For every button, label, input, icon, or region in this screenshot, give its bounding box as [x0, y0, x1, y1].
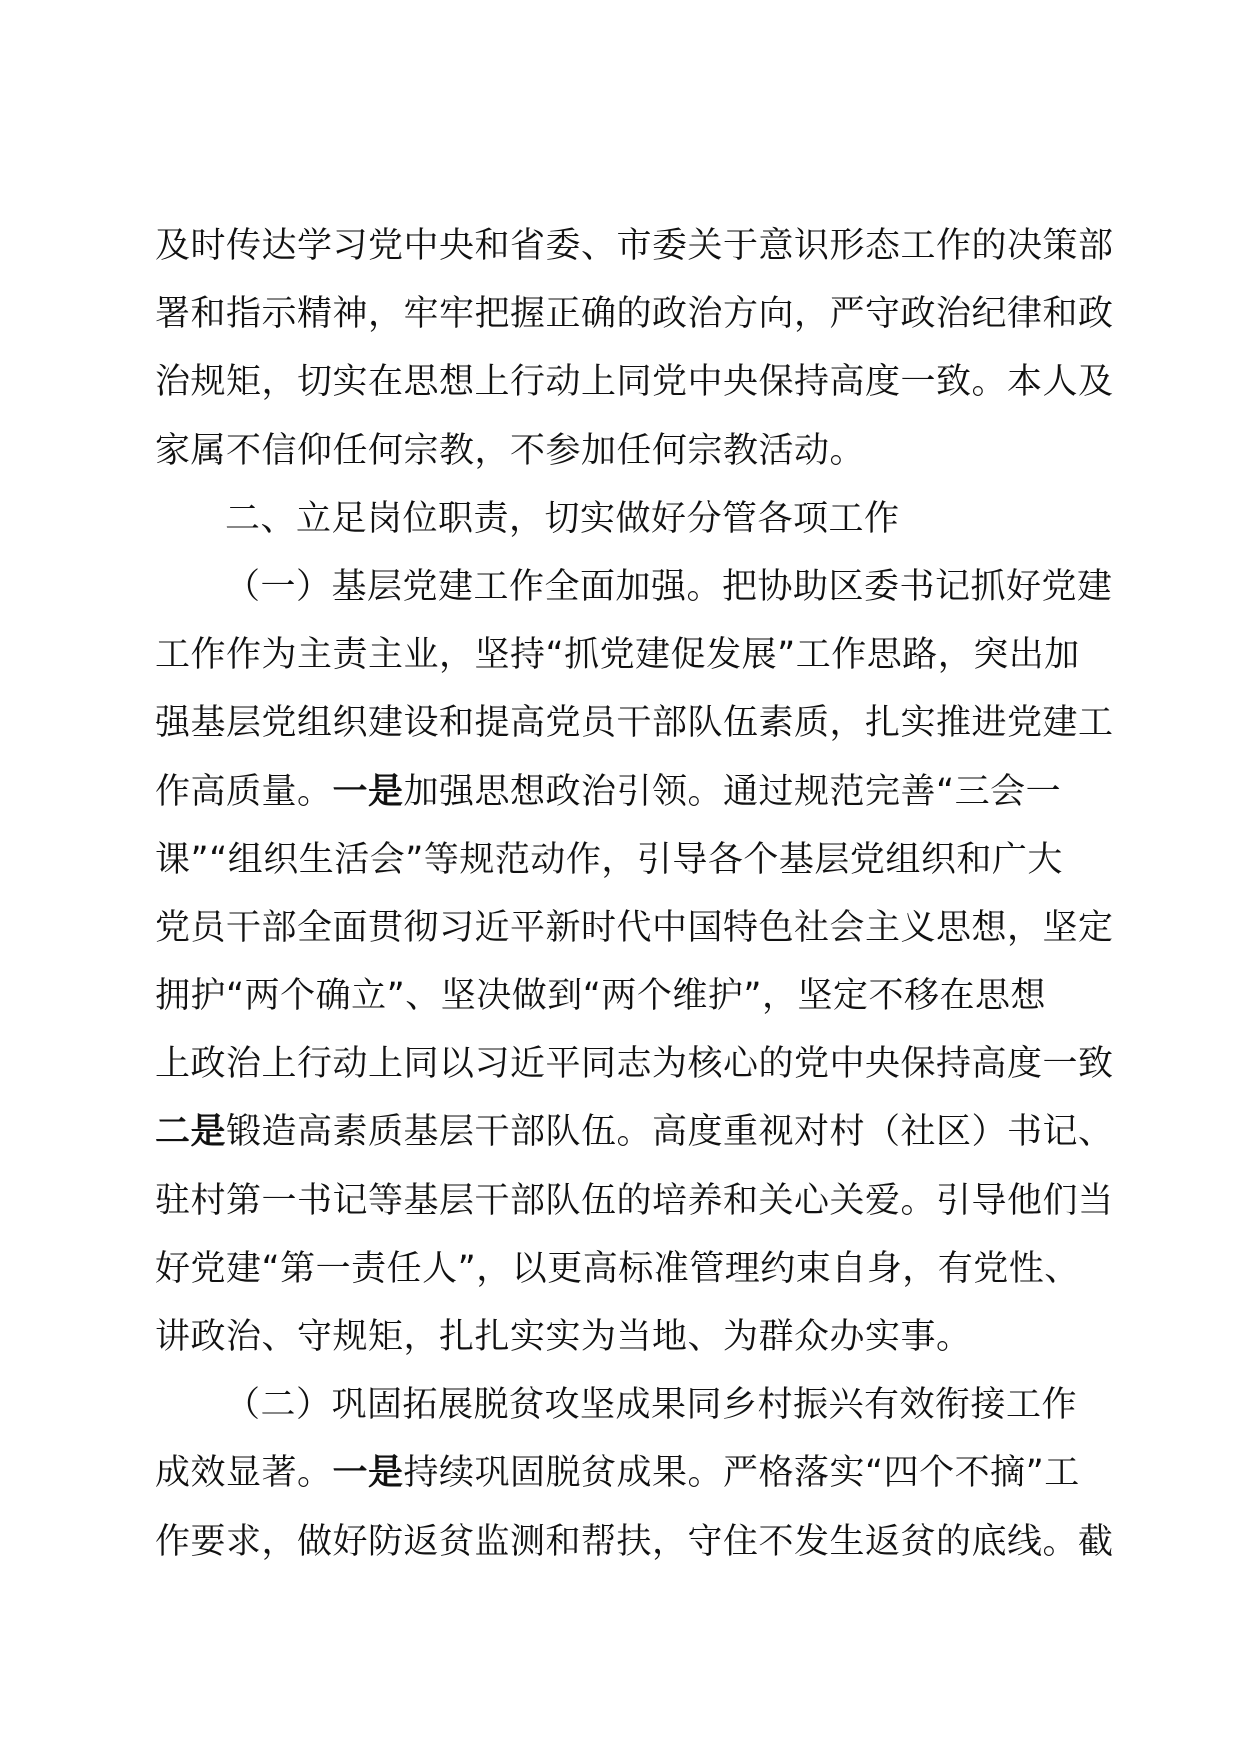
body-line: 拥护“两个确立”、坚决做到“两个维护”，坚定不移在思想	[155, 976, 1047, 1017]
bold-label: 一是	[332, 771, 404, 812]
document-body	[155, 212, 1114, 1576]
body-line	[155, 758, 1095, 826]
body-line: 好党建“第一责任人”，以更高标准管理约束自身，有党性、	[155, 1248, 1080, 1289]
bold-label: 二是	[155, 1112, 227, 1153]
line-suffix: 持续巩固脱贫成果。严格落实“四个不摘”工	[403, 1453, 1080, 1494]
line-suffix: 锻造高素质基层干部队伍。高度重视对村（社区）书记、	[226, 1112, 1114, 1153]
section-heading: 二、立足岗位职责，切实做好分管各项工作	[225, 498, 900, 539]
body-line: 家属不信仰任何宗教，不参加任何宗教活动。	[155, 430, 866, 471]
body-line: 课”“组织生活会”等规范动作，引导各个基层党组织和广大	[155, 839, 1063, 880]
body-line: 党员干部全面贯彻习近平新时代中国特色社会主义思想，坚定	[155, 907, 1114, 948]
line-prefix: 成效显著。	[155, 1453, 333, 1494]
subsection-heading-line: （一）基层党建工作全面加强。把协助区委书记抓好党建	[225, 566, 1113, 607]
body-line	[155, 1439, 1095, 1507]
body-line: 署和指示精神，牢牢把握正确的政治方向，严守政治纪律和政	[155, 294, 1114, 335]
line-suffix: 加强思想政治引领。通过规范完善“三会一	[403, 771, 1062, 812]
line-prefix: 作高质量。	[155, 771, 333, 812]
body-line: 作要求，做好防返贫监测和帮扶，守住不发生返贫的底线。截	[155, 1521, 1114, 1562]
body-line	[155, 1098, 1114, 1166]
body-line: 工作作为主责主业，坚持“抓党建促发展”工作思路，突出加	[155, 635, 1080, 676]
body-line: 上政治上行动上同以习近平同志为核心的党中央保持高度一致	[155, 1044, 1114, 1085]
body-line: 强基层党组织建设和提高党员干部队伍素质，扎实推进党建工	[155, 703, 1114, 744]
body-line: 驻村第一书记等基层干部队伍的培养和关心关爱。引导他们当	[155, 1180, 1114, 1221]
body-line: 及时传达学习党中央和省委、市委关于意识形态工作的决策部	[155, 226, 1114, 266]
body-line: 讲政治、守规矩，扎扎实实为当地、为群众办实事。	[155, 1317, 972, 1357]
subsection-heading-line: （二）巩固拓展脱贫攻坚成果同乡村振兴有效衔接工作	[225, 1385, 1078, 1426]
bold-label: 一是	[332, 1453, 404, 1494]
body-line: 治规矩，切实在思想上行动上同党中央保持高度一致。本人及	[155, 362, 1114, 403]
